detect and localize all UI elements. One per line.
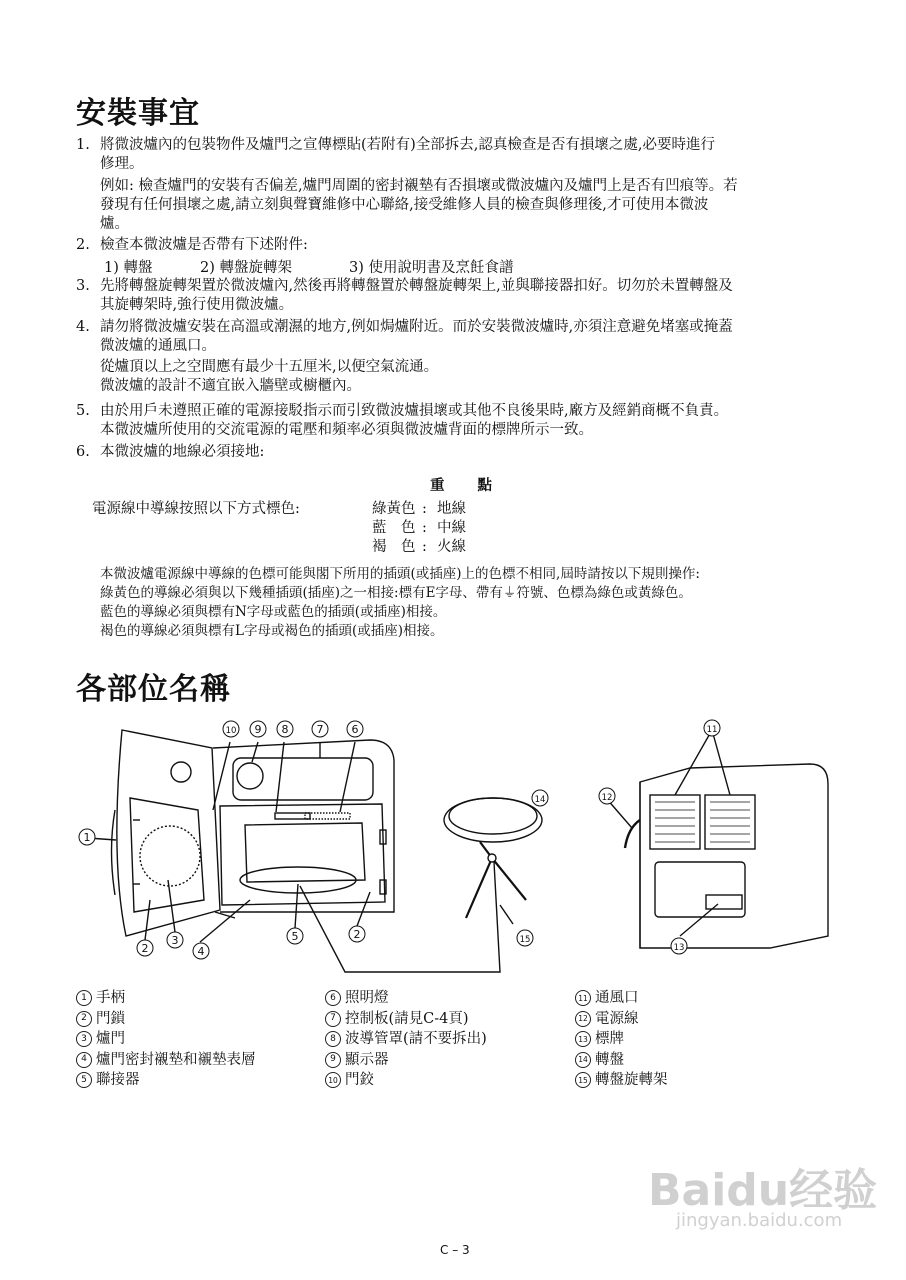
callout-6 [347,721,363,737]
installation-title: 安裝事宜 [76,96,200,131]
callout-11 [704,720,720,736]
part-item: 4 爐門密封襯墊和襯墊表層 [76,1050,256,1071]
accessory-2: 2) 轉盤旋轉架 [200,260,292,276]
accessory-1: 1) 轉盤 [104,260,153,276]
svg-text:12: 12 [601,793,613,803]
svg-text:15: 15 [519,935,531,945]
oven-door [117,730,220,936]
callout-2b [349,926,365,942]
power-cord [625,820,640,848]
accessory-3: 3) 使用說明書及烹飪食譜 [349,260,514,276]
svg-text:13: 13 [673,943,685,953]
callout-10 [223,721,239,737]
waveguide-cover [305,813,350,819]
callout-2 [137,940,153,956]
callout-1 [79,829,95,845]
parts-diagram [0,700,906,975]
item-1-line: 將微波爐內的包裝物件及爐門之宣傳標貼(若附有)全部拆去,認真檢查是否有損壞之處,必要時進行 [100,137,716,153]
item-1-line: 修理。 [100,156,144,172]
item-4-line: 微波爐的通風口。 [100,338,216,354]
door-handle [112,810,116,895]
wire-note: 褐色的導線必須與標有L字母或褐色的插頭(或插座)相接。 [100,623,444,639]
part-item: 6 照明燈 [325,988,487,1009]
item-4-line: 從爐頂以上之空間應有最少十五厘米,以便空氣流通。 [100,359,439,375]
item-2-number: 2. [76,237,90,253]
callout-12 [599,788,615,804]
item-1-line: 例如: 檢查爐門的安裝有否偏差,爐門周圍的密封襯墊有否損壞或微波爐內及爐門上是否有凹痕等。若 [100,178,738,194]
part-item: 5 聯接器 [76,1070,256,1091]
door-handle-latch [171,762,191,782]
item-6-number: 6. [76,444,90,460]
callout-8 [277,721,293,737]
part-item: 12 電源線 [575,1009,668,1030]
watermark-logo: Baidu经验 [648,1165,878,1216]
callout-14 [532,790,548,806]
item-5-line: 本微波爐所使用的交流電源的電壓和頻率必須與微波爐背面的標牌所示一致。 [100,422,593,438]
wire-note: 綠黃色的導線必須與以下幾種插頭(插座)之一相接:標有E字母、帶有⏚符號、色標為綠色或黃綠色。 [100,585,692,601]
important-title: 重 點 [430,477,507,494]
item-2-line: 檢查本微波爐是否帶有下述附件: [100,237,308,253]
svg-text:10: 10 [225,726,237,736]
item-5-line: 由於用戶未遵照正確的電源接駁指示而引致微波爐損壞或其他不良後果時,廠方及經銷商概不負責。 [100,403,729,419]
item-6-line: 本微波爐的地線必須接地: [100,444,265,460]
callout-7 [312,721,328,737]
svg-text:1: 1 [83,831,91,844]
item-4-line: 請勿將微波爐安裝在高溫或潮濕的地方,例如焗爐附近。而於安裝微波爐時,亦須注意避免堵塞或掩蓋 [100,319,733,335]
wire-color-sep: : [422,520,427,536]
wire-note: 本微波爐電源線中導線的色標可能與閣下所用的插頭(或插座)上的色標不相同,屆時請按以下規則操作: [100,566,700,582]
svg-text:14: 14 [534,795,546,805]
part-item: 13 標牌 [575,1029,668,1050]
parts-list-col-2 [325,988,487,1091]
watermark-url: jingyan.baidu.com [676,1210,843,1231]
svg-text:6: 6 [351,723,359,736]
callout-13 [671,938,687,954]
page-number: C – 3 [440,1243,470,1257]
turntable-rim [449,798,537,834]
parts-list-col-3 [575,988,668,1091]
part-item: 9 顯示器 [325,1050,487,1071]
oven-rear-body [640,764,828,948]
svg-text:8: 8 [281,723,289,736]
part-item: 15 轉盤旋轉架 [575,1070,668,1091]
door-window-mesh [140,826,200,886]
item-1-number: 1. [76,137,90,153]
rear-vent-left [650,795,700,849]
callout-3 [167,932,183,948]
item-1-line: 爐。 [100,216,129,232]
part-item: 14 轉盤 [575,1050,668,1071]
item-4-number: 4. [76,319,90,335]
wire-color-name: 褐 色 [372,539,416,555]
svg-text:5: 5 [291,930,299,943]
display-window [237,763,263,789]
item-1-line: 發現有任何損壞之處,請立刻與聲寶維修中心聯絡,接受維修人員的檢查與修理後,才可使用本微波 [100,197,709,213]
wire-color-name: 藍 色 [372,520,416,536]
svg-text:4: 4 [197,945,205,958]
wire-color-meaning: 中線 [437,520,466,536]
door-window [130,798,204,912]
part-item: 8 波導管罩(請不要拆出) [325,1029,487,1050]
part-item: 7 控制板(請見C-4頁) [325,1009,487,1030]
wire-color-meaning: 地線 [437,501,466,517]
callout-15 [517,930,533,946]
part-item: 3 爐門 [76,1029,256,1050]
svg-text:2: 2 [141,942,149,955]
item-4-line: 微波爐的設計不適宜嵌入牆壁或櫥櫃內。 [100,378,361,394]
oven-cabinet [213,740,394,912]
wire-color-sep: : [422,501,427,517]
svg-text:2: 2 [353,928,361,941]
item-3-line: 先將轉盤旋轉架置於微波爐內,然後再將轉盤置於轉盤旋轉架上,並與聯接器扣好。切勿於未置轉盤及 [100,278,733,294]
wire-color-intro: 電源線中導線按照以下方式標色: [92,501,300,517]
parts-list-col-1 [76,988,256,1091]
rating-label [706,895,742,909]
callout-9 [250,721,266,737]
svg-text:3: 3 [171,934,179,947]
part-item: 11 通風口 [575,988,668,1009]
wire-color-name: 綠黃色 [372,501,416,517]
part-item: 10 門鉸 [325,1070,487,1091]
wire-color-sep: : [422,539,427,555]
item-5-number: 5. [76,403,90,419]
item-3-line: 其旋轉架時,強行使用微波爐。 [100,297,294,313]
item-3-number: 3. [76,278,90,294]
callout-4 [193,943,209,959]
wire-color-meaning: 火線 [437,539,466,555]
parts-title: 各部位名稱 [76,672,231,707]
callout-5 [287,928,303,944]
wire-note: 藍色的導線必須與標有N字母或藍色的插頭(或插座)相接。 [100,604,447,620]
svg-text:7: 7 [316,723,324,736]
svg-text:9: 9 [254,723,262,736]
rear-vent-right [705,795,755,849]
svg-text:11: 11 [706,725,718,735]
part-item: 1 手柄 [76,988,256,1009]
part-item: 2 門鎖 [76,1009,256,1030]
